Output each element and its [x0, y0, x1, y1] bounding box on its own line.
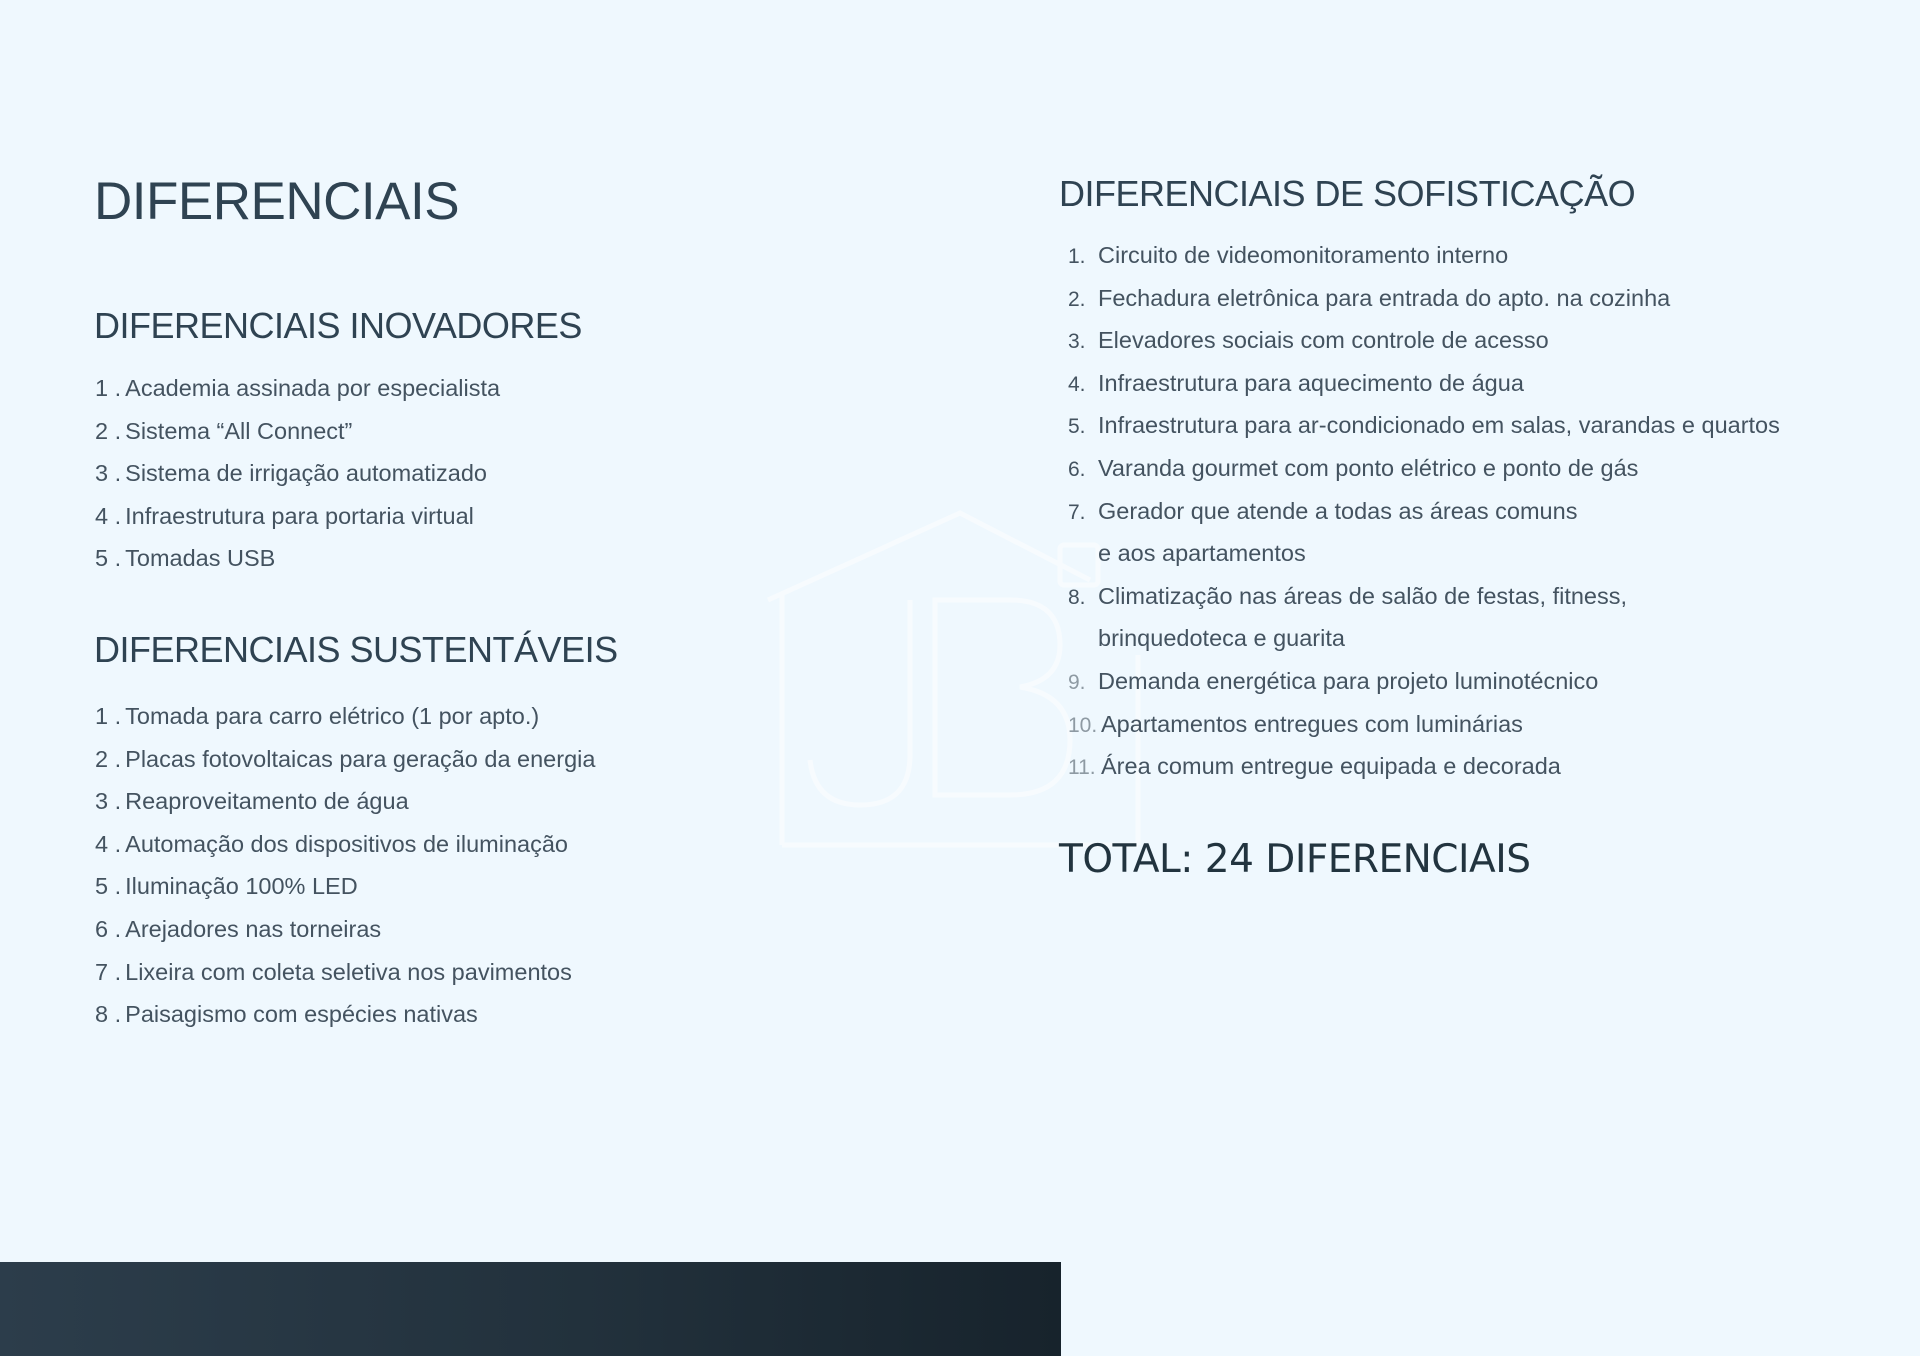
list-item [95, 738, 595, 781]
item-number: 6. [1068, 457, 1086, 481]
item-number: 11. [1068, 756, 1096, 780]
list-item [1068, 234, 1780, 277]
item-number: 1 . [95, 703, 122, 729]
item-text: Infraestrutura para portaria virtual [125, 502, 474, 529]
item-text: Fechadura eletrônica para entrada do apto. na cozinha [1098, 284, 1671, 311]
total-count: TOTAL: 24 DIFERENCIAIS [1059, 837, 1531, 882]
item-number: 4. [1068, 372, 1086, 396]
item-text: Iluminação 100% LED [125, 873, 358, 900]
item-number: 4 . [95, 502, 122, 529]
item-number: 5. [1068, 415, 1086, 439]
list-sofisticacao [1068, 234, 1780, 788]
item-text: Circuito de videomonitoramento interno [1098, 242, 1509, 268]
list-item [1068, 703, 1780, 746]
list-item [95, 908, 595, 951]
item-text: Elevadores sociais com controle de acesso [1098, 327, 1549, 354]
list-item [95, 695, 595, 738]
item-number: 2 . [95, 745, 122, 772]
item-text: Tomada para carro elétrico (1 por apto.) [125, 703, 540, 729]
list-item [95, 452, 500, 495]
item-text: Infraestrutura para aquecimento de água [1098, 369, 1524, 396]
section-title-inovadores: DIFERENCIAIS INOVADORES [94, 305, 582, 346]
item-number: 5 . [95, 545, 122, 572]
list-item [95, 495, 500, 538]
section-title-sofisticacao: DIFERENCIAIS DE SOFISTICAÇÃO [1059, 173, 1636, 214]
item-text: Gerador que atende a todas as áreas comuns [1098, 497, 1578, 524]
item-number: 3. [1068, 330, 1086, 354]
item-number: 1. [1068, 245, 1086, 268]
list-item [1068, 575, 1780, 618]
item-number: 4 . [95, 830, 122, 857]
list-item [95, 951, 595, 994]
item-number: 6 . [95, 915, 122, 942]
item-number: 8. [1068, 585, 1086, 609]
item-number: 8 . [95, 1001, 122, 1028]
list-item [1068, 404, 1780, 447]
item-text: Varanda gourmet com ponto elétrico e ponto de gás [1098, 454, 1639, 481]
item-number: 9. [1068, 670, 1086, 694]
item-text: Placas fotovoltaicas para geração da energia [125, 745, 596, 772]
footer-band [0, 1262, 1061, 1356]
item-text: Demanda energética para projeto luminotécnico [1098, 667, 1599, 694]
item-number: 2. [1068, 287, 1086, 311]
list-item [95, 410, 500, 453]
item-number: 3 . [95, 460, 122, 487]
list-item [1068, 490, 1780, 533]
page-title: DIFERENCIAIS [94, 172, 460, 231]
item-number: 7 . [95, 958, 122, 985]
list-item [1068, 745, 1780, 788]
item-number: 1 . [95, 375, 122, 401]
item-text: Área comum entregue equipada e decorada [1101, 753, 1561, 780]
item-number: 7. [1068, 500, 1086, 524]
item-text: Climatização nas áreas de salão de festas, fitness, [1098, 582, 1628, 609]
list-item [95, 537, 500, 580]
list-item [1068, 447, 1780, 490]
item-text: Automação dos dispositivos de iluminação [125, 830, 568, 857]
item-number: 3 . [95, 788, 122, 815]
item-text: Infraestrutura para ar-condicionado em salas, varandas e quartos [1098, 412, 1780, 439]
item-number: 2 . [95, 417, 122, 444]
section-title-sustentaveis: DIFERENCIAIS SUSTENTÁVEIS [94, 629, 618, 670]
list-item [1068, 277, 1780, 320]
list-item [95, 823, 595, 866]
item-text: Academia assinada por especialista [125, 375, 501, 401]
list-inovadores [95, 367, 500, 580]
list-item-continuation: brinquedoteca e guarita [1098, 625, 1345, 652]
item-text: Lixeira com coleta seletiva nos pavimentos [125, 958, 572, 985]
list-item [95, 780, 595, 823]
item-text: Apartamentos entregues com luminárias [1101, 710, 1523, 737]
list-item [1068, 660, 1780, 703]
list-item [95, 993, 595, 1036]
item-text: Arejadores nas torneiras [125, 915, 382, 942]
item-text: Reaproveitamento de água [125, 788, 409, 815]
list-item [1068, 362, 1780, 405]
item-text: Sistema “All Connect” [125, 417, 353, 444]
list-sustentaveis [95, 695, 595, 1036]
item-number: 10. [1068, 713, 1098, 737]
list-item-continuation: e aos apartamentos [1098, 540, 1306, 567]
item-text: Paisagismo com espécies nativas [125, 1001, 478, 1028]
item-text: Sistema de irrigação automatizado [125, 460, 487, 487]
item-text: Tomadas USB [125, 545, 276, 572]
list-item [1068, 319, 1780, 362]
item-number: 5 . [95, 873, 122, 900]
list-item [95, 865, 595, 908]
list-item [95, 367, 500, 410]
